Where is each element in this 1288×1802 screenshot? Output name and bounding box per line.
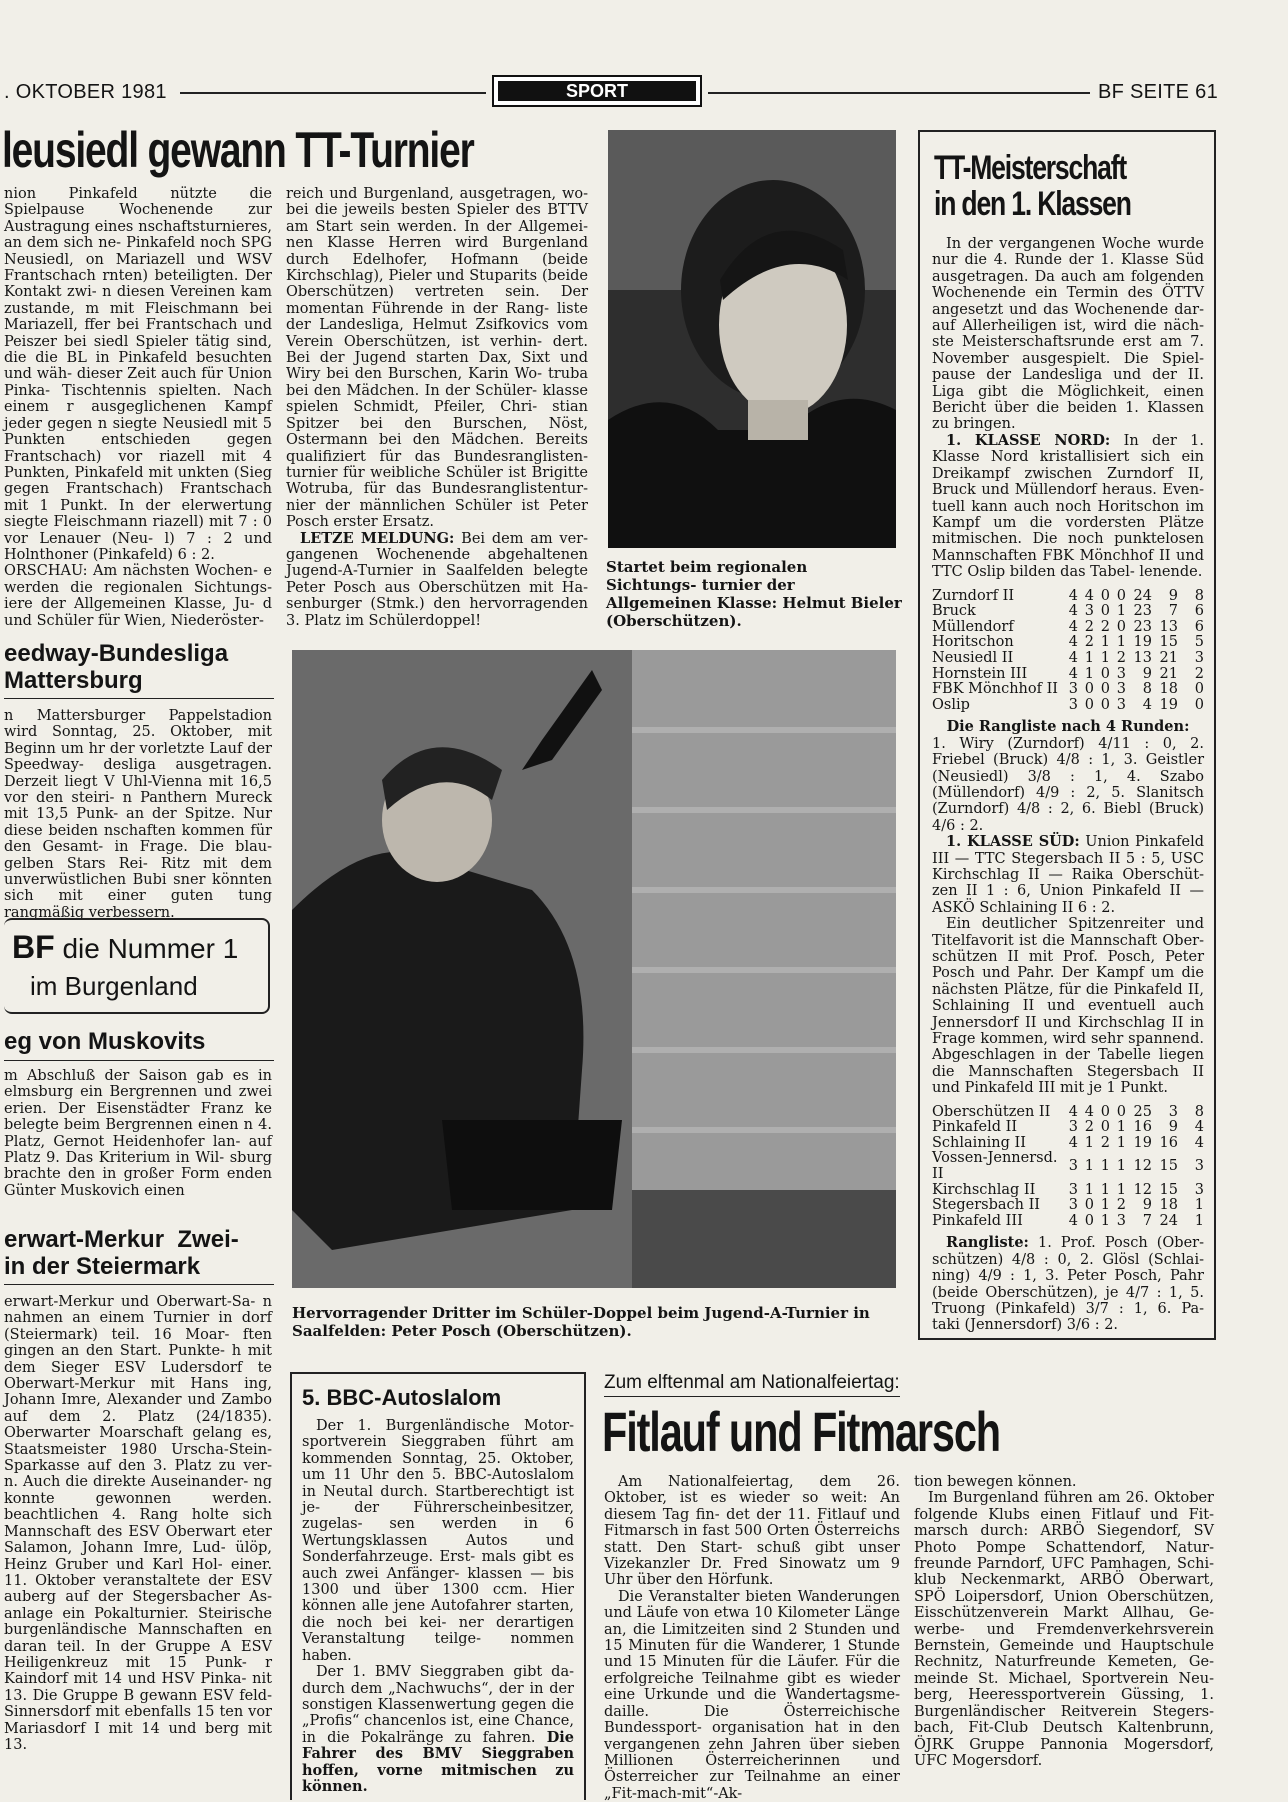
table-row: Bruck 4 3 0 1 23 7 6: [932, 603, 1204, 620]
table-row: Hornstein III 4 1 0 3 9 21 2: [932, 665, 1204, 682]
header-rule-left: [180, 92, 486, 94]
portrait-image: [608, 130, 896, 548]
speedway-rule: [4, 698, 274, 699]
meisterschaft-headline: TT-Meisterschaft in den 1. Klassen: [934, 149, 1131, 223]
table-row: Kirchschlag II 3 1 1 1 12 15 3: [932, 1181, 1204, 1198]
bf-promo-box: [4, 918, 270, 1014]
photo-helmut-bieler: [608, 130, 896, 548]
table-row: Horitschon 4 2 1 1 19 15 5: [932, 634, 1204, 651]
oberwart-body: erwart-Merkur und Oberwart-Sa- n nahmen an einem Turnier in dorf (Steiermark) teil. 16 Moar- ften gingen an den Start. Punkte- h mit dem Sieger ESV Ludersdorf te Oberwart-Merkur mit Hans ing, Johann Imre, Alexander und Zambo auf dem 2. Platz (24/1835). Oberwarter Moarschaft gelang es, Staatsmeister 1980 Urscha-Stein- Sparkasse auf den 3. Platz zu ver- n. Auch die direkte Auseinander- ng konnte gewonnen werden. beachtlichen 4. Rang holte sich Mannschaft des ESV Oberwart eter Salamon, Johann Imre, Lud- ülöp, Heinz Gruber und Karl Hol- einer. 11. Oktober veranstaltete der ESV auberg auf der Stegersbacher As- anlage ein Pokalturnier. Steirische burgenländische Mannschaften en daran teil. In der Gruppe A ESV Heiligenkreuz mit 15 Punk- r Kaindorf mit 14 und HSV Pinka- nit 13. Die Gruppe B gewann ESV feld-Sinnersdorf mit ebenfalls 15 ten vor Mariasdorf I mit 14 und berg mit 13.: [4, 1294, 272, 1753]
fitlauf-headline: Fitlauf und Fitmarsch: [602, 1400, 1001, 1463]
fitlauf-col1: Am Nationalfeiertag, dem 26. Oktober, ist es wieder so weit: An diesem Tag fin- det der 11. Fitlauf und Fitmarsch in fast 500 Orten Österreichs statt. Den Start- schuß gibt unser Vizekanzler Dr. Fred Sinowatz um 9 Uhr über den Hörfunk. Die Veranstalter bieten Wanderungen und Läufe von etwa 10 Kilometer Länge an, die Limitzeiten sind 2 Stunden und 15 Minuten für die Wanderer, 1 Stunde und 15 Minuten für die Läufer. Für die erfolgreiche Teilnahme gibt es wieder eine Urkunde und die Wandertagsme- daille. Die Österreichische Bundessport- organisation hat in den vergangenen zehn Jahren über sieben Millionen Österreicherinnen und Österreicher zur Teilnahme an einer „Fit-mach-mit“-Ak-: [604, 1474, 900, 1802]
tt-article-col1: nion Pinkafeld nützte die Spielpause Wochenende zur Austragung eines nschaftsturnieres, an dem sich ne- Pinkafeld noch SPG Neusiedl, on Mariazell und WSV Frantschach rnten) beteiligten. Der Kontakt zwi- n diesen Vereinen kam zustande, m mit Fleischmann bei Mariazell, ffer bei Frantschach und Peiszer bei siedl Spieler tätig sind, die die BL in Pinkafeld besuchten und wäh- dieser Zeit auch für Union Pinka- Tischtennis spielten. Nach einem r ausgeglichenen Kampf jeder gegen n siegte Neusiedl mit 5 Punkten entschieden gegen Frantschach) vor riazell mit 4 Punkten, Pinkafeld mit unkten (Sieg gegen Frantschach) Frantschach mit 1 Punkt. In der elerwertung siegte Fleischmann riazell) mit 7 : 0 vor Lenauer (Neu- l) 7 : 2 und Holnthoner (Pinkafeld) 6 : 2. ORSCHAU: Am nächsten Wochen- e werden die regionalen Sichtungs- iere der Allgemeinen Klasse, Ju- d und Schüler für Wien, Niederöster-: [4, 186, 272, 629]
section-label: SPORT: [498, 81, 696, 101]
meisterschaft-box: [918, 130, 1216, 1340]
bf-slogan-line2: im Burgenland: [30, 971, 198, 1001]
autoslalom-headline: 5. BBC-Autoslalom: [302, 1385, 502, 1410]
meisterschaft-body: In der vergangenen Woche wurde nur die 4. Runde der 1. Klasse Süd ausgetragen. Da auch am folgenden Wochenende ein Termin des ÖTTV angesetzt und das Wochenende dar- auf Allerheiligen ist, wird die näch- ste Meisterschaftsrunde erst am 7. November ausgespielt. Die Spiel- pause der Landesliga und der II. Liga gibt die Möglichkeit, einen Bericht über die beiden 1. Klassen zu bringen. 1. KLASSE NORD: In der 1. Klasse Nord kristallisiert sich ein Dreikampf zwischen Zurndorf II, Bruck und Müllendorf heraus. Even- tuell kann auch noch Horitschon im Kampf um die vordersten Plätze mitmischen. Die noch punktelosen Mannschaften FBK Mönchhof II und TTC Oslip bilden das Tabel- lenende. Zurndorf II 4 4 0 0 24 9 8 Bruck 4 3 0 1 23 7 6 Müllendorf 4 2 2 0 23 13 6 Horitschon 4 2 1 1 19 15 5 Neusiedl II 4 1 1 2 13 21 3 Hornstein III 4 1 0 3 9 21 2 FBK Mönchhof II 3 0 0 3 8 18 0 Oslip 3 0 0 3 4 19 0 Die Rangliste nach 4 Runden: 1. Wiry (Zurndorf) 4/11 : 0, 2. Friebel (Bruck) 4/8 : 1, 3. Geistler (Neusiedl) 3/8 : 1, 4. Szabo (Müllendorf) 4/9 : 2, 5. Slanitsch (Zurndorf) 4/8 : 2, 6. Biebl (Bruck) 4/6 : 2. 1. KLASSE SÜD: Union Pinkafeld III — TTC Stegersbach II 5 : 5, USC Kirchschlag II — Raika Oberschüt- zen II 1 : 6, Union Pinkafeld II — ASKÖ Schlaining II 6 : 2. Ein deutlicher Spitzenreiter und Titelfavorit ist die Mannschaft Ober- schützen II mit Prof. Posch, Peter Posch und Pahr. Der Kampf um die nächsten Plätze, für die Pinkafeld II, Schlaining II und eventuell auch Jennersdorf II und Kirchschlag II in Frage kommen, wird sehr spannend. Abgeschlagen in der Tabelle liegen die Mannschaften Stegersbach II und Pinkafeld III mit je 1 Punkt. Oberschützen II 4 4 0 0 25 3 8 Pinkafeld II 3 2 0 1 16 9 4 Schlaining II 4 1 2 1 19 16 4 Vossen-Jennersd. II 3 1 1 1 12 15 3 Kirchschlag II 3 1 1 1 12 15 3 Stegersbach II 3 0 1 2 9 18 1 Pinkafeld III 4 0 1 3 7 24 1 Rangliste: 1. Prof. Posch (Ober- schützen) 4/8 : 0, 2. Glösl (Schlai- ning) 4/9 : 1, 3. Peter Posch, Pahr (beide Oberschützen), je 4/7 : 1, 5. Truong (Pinkafeld) 3/7 : 1, 6. Pa- taki (Jennersdorf) 3/6 : 2.: [932, 236, 1204, 1334]
speedway-headline: eedway-Bundesliga Mattersburg: [4, 640, 229, 694]
photo2-caption: Hervorragender Dritter im Schüler-Doppel beim Jugend-A-Turnier in Saalfelden: Peter Posch (Oberschützen).: [292, 1304, 870, 1340]
oberwart-headline: erwart-Merkur Zwei- in der Steiermark: [4, 1226, 239, 1280]
oberwart-rule: [4, 1284, 274, 1285]
fitlauf-col2: tion bewegen können. Im Burgenland führen am 26. Oktober folgende Klubs einen Fitlauf und Fit- marsch durch: ARBÖ Siegendorf, SV Photo Pompe Schattendorf, Natur- freunde Parndorf, UFC Pamhagen, Schi- klub Neckenmarkt, ARBÖ Oberwart, SPÖ Loipersdorf, Union Oberschützen, Eisschützenverein Markt Allhau, Ge- werbe- und Fremdenverkehrsverein Bernstein, Gemeinde und Hauptschule Rechnitz, Naturfreunde Kemeten, Ge- meinde St. Michael, Sportverein Neu- berg, Heeressportverein Güssing, 1. Burgenländischer Reitverein Stegers- bach, Fit-Club Deutsch Kaltenbrunn, ÖJRK Gruppe Pannonia Mogersdorf, UFC Mogersdorf.: [914, 1474, 1214, 1769]
table-row: Vossen-Jennersd. II 3 1 1 1 12 15 3: [932, 1150, 1204, 1182]
muskovits-rule: [4, 1060, 274, 1061]
autoslalom-box: [290, 1372, 586, 1800]
table-row: Stegersbach II 3 0 1 2 9 18 1: [932, 1197, 1204, 1214]
photo1-caption: Startet beim regionalen Sichtungs- turnier der Allgemeinen Klasse: Helmut Bieler (Oberschützen).: [606, 558, 902, 630]
table-row: Müllendorf 4 2 2 0 23 13 6: [932, 618, 1204, 635]
speedway-body: n Mattersburger Pappelstadion wird Sonntag, 25. Oktober, mit Beginn um hr der vorletzte Lauf der Speedway- desliga ausgetragen. Derzeit liegt V Uhl-Vienna mit 16,5 vor den steiri- n Panthern Mureck mit 13,5 Punk- an der Spitze. Nur diese beiden nschaften kommen für den Gesamt- in Frage. Die blau-gelben Stars Rei- Ritz mit dem unverwüstlichen Bubi sner könnten sich mit einer guten tung rangmäßig verbessern.: [4, 708, 272, 921]
table-row: Pinkafeld II 3 2 0 1 16 9 4: [932, 1119, 1204, 1136]
tt-article-col2: reich und Burgenland, ausgetragen, wo- bei die jeweils besten Spieler des BTTV am Start sein werden. In der Allgemei- nen Klasse Herren wird Burgenland durch Edelhofer, Hofmann (beide Kirchschlag), Pieler und Stuparits (beide Oberschützen) vertreten sein. Der momentan Führende in der Rang- liste der Landesliga, Helmut Zsifkovics vom Verein Oberschützen, ist verhin- dert. Bei der Jugend starten Dax, Sixt und Wiry bei den Burschen, Karin Wo- truba bei den Mädchen. In der Schüler- klasse spielen Schmidt, Pfeiler, Chri- stian Spitzer bei den Burschen, Nöst, Ostermann bei den Mädchen. Bereits qualifiziert für das Bundesranglisten- turnier für weibliche Schüler ist Brigitte Wotruba, für das Bundesranglistentur- nier der männlichen Schüler ist Peter Posch erster Ersatz. LETZE MELDUNG: Bei dem am ver- gangenen Wochenende abgehaltenen Jugend-A-Turnier in Saalfelden belegte Peter Posch aus Oberschützen mit Ha- senburger (Stmk.) den hervorragenden 3. Platz im Schülerdoppel!: [286, 186, 589, 629]
muskovits-headline: eg von Muskovits: [4, 1028, 206, 1055]
table-row: Schlaining II 4 1 2 1 19 16 4: [932, 1134, 1204, 1151]
fitlauf-kicker: Zum elftenmal am Nationalfeiertag:: [604, 1372, 900, 1397]
header-rule-right: [708, 92, 1090, 94]
table-row: Pinkafeld III 4 0 1 3 7 24 1: [932, 1212, 1204, 1229]
table-row: Neusiedl II 4 1 1 2 13 21 3: [932, 649, 1204, 666]
table-row: Oberschützen II 4 4 0 0 25 3 8: [932, 1103, 1204, 1120]
page-number: BF SEITE 61: [1098, 81, 1219, 103]
table-klasse-nord: [932, 589, 1204, 714]
table-row: Oslip 3 0 0 3 4 19 0: [932, 696, 1204, 713]
bf-logo: BF: [12, 929, 55, 965]
autoslalom-body: Der 1. Burgenländische Motor- sportverein Sieggraben führt am kommenden Sonntag, 25. Oktober, um 11 Uhr den 5. BBC-Autoslalom in Neutal durch. Startberechtigt ist je- der Führerscheinbesitzer, zugelas- sen werden in 6 Wertungsklassen Autos und Sonderfahrzeuge. Erst- mals gibt es auch zwei Anfänger- klassen — bis 1300 und über 1300 ccm. Hier können alle jene Autofahrer starten, die noch bei kei- ner derartigen Veranstaltung teilge- nommen haben. Der 1. BMV Sieggraben gibt da- durch dem „Nachwuchs“, der in der sonstigen Klassenwertung gegen die „Profis“ chancenlos ist, eine Chance, in die Pokalränge zu fahren. Die Fahrer des BMV Sieggraben hoffen, vorne mitmischen zu können.: [302, 1418, 574, 1795]
table-row: Zurndorf II 4 4 0 0 24 9 8: [932, 587, 1204, 604]
muskovits-body: m Abschluß der Saison gab es in elmsburg ein Bergrennen und zwei erien. Der Eisenstädter Franz ke belegte beim Bergrennen einen n 4. Platz, Gernot Heidenhofer lan- auf Platz 9. Das Kriterium in Wil- sburg brachte den in großer Form enden Günter Muskovich einen: [4, 1068, 272, 1199]
issue-date: . OKTOBER 1981: [4, 81, 167, 103]
photo-peter-posch: [292, 650, 896, 1288]
section-label-box: [492, 75, 702, 107]
table-row: FBK Mönchhof II 3 0 0 3 8 18 0: [932, 681, 1204, 698]
bf-slogan-line1: die Nummer 1: [62, 933, 239, 964]
table-tennis-player-image: [292, 650, 896, 1288]
table-klasse-sued: [932, 1105, 1204, 1230]
article-headline: leusiedl gewann TT-Turnier: [2, 122, 474, 178]
